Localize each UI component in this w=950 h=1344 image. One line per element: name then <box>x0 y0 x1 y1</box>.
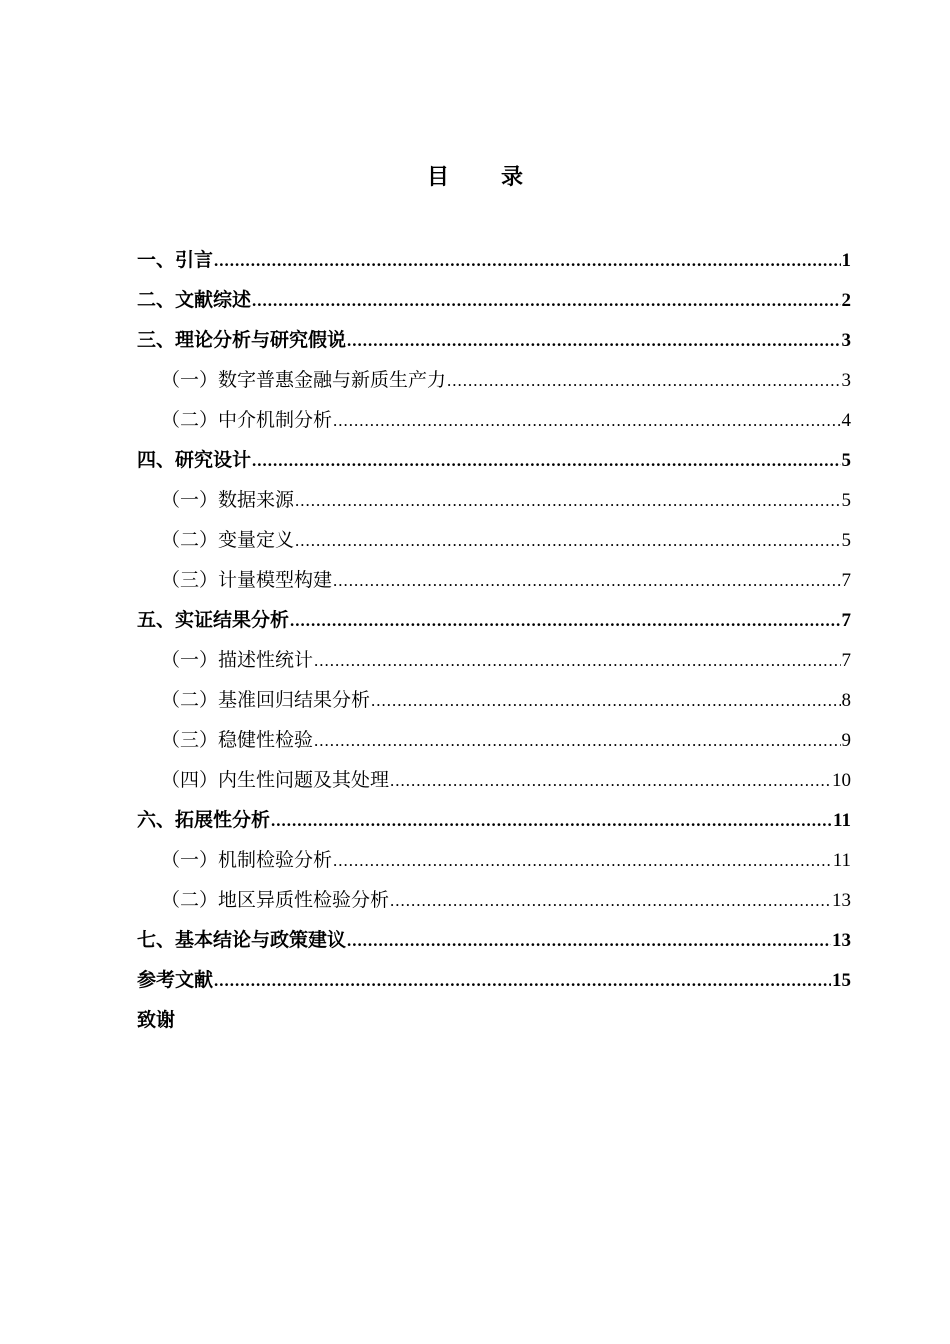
page-title: 目录 <box>426 165 575 190</box>
toc-page-number: 9 <box>841 730 851 751</box>
toc-dot-leader <box>295 481 840 520</box>
toc-entry-label: （三）稳健性检验 <box>161 729 314 751</box>
toc-page-number: 10 <box>832 770 851 791</box>
toc-entry[interactable] <box>137 760 851 800</box>
toc-page-number: 3 <box>841 370 851 391</box>
toc-entry-label: （四）内生性问题及其处理 <box>161 769 390 791</box>
toc-entry[interactable] <box>137 440 851 480</box>
toc-entry-label: 参考文献 <box>137 969 214 991</box>
toc-entry-label: （三）计量模型构建 <box>161 569 333 591</box>
toc-entry[interactable] <box>137 720 851 760</box>
toc-entry-label: （二）地区异质性检验分析 <box>161 889 390 911</box>
toc-entry[interactable] <box>137 480 851 520</box>
toc-page-number: 2 <box>841 290 851 311</box>
toc-entry[interactable] <box>137 920 851 960</box>
toc-entry-label: （一）机制检验分析 <box>161 849 333 871</box>
toc-entry[interactable] <box>137 320 851 360</box>
toc-dot-leader <box>214 241 840 280</box>
toc-page-number: 7 <box>841 650 851 671</box>
toc-page-number: 8 <box>841 690 851 711</box>
toc-dot-leader <box>252 441 840 480</box>
toc-entry[interactable] <box>137 360 851 400</box>
toc-entry[interactable] <box>137 960 851 1000</box>
toc-dot-leader <box>314 641 840 680</box>
toc-page-number: 11 <box>833 810 851 831</box>
toc-entry[interactable] <box>137 520 851 560</box>
toc-entry-label: 四、研究设计 <box>137 449 252 471</box>
toc-entry-label: 五、实证结果分析 <box>137 609 290 631</box>
toc-dot-leader <box>333 561 840 600</box>
table-of-contents <box>137 240 851 1040</box>
toc-dot-leader <box>295 521 840 560</box>
toc-dot-leader <box>447 361 840 400</box>
toc-entry[interactable] <box>137 840 851 880</box>
toc-entry-label: 一、引言 <box>137 249 214 271</box>
toc-entry[interactable] <box>137 640 851 680</box>
toc-dot-leader <box>390 761 831 800</box>
toc-page-number: 11 <box>832 850 851 871</box>
toc-dot-leader <box>252 281 840 320</box>
toc-entry-label: 二、文献综述 <box>137 289 252 311</box>
toc-entry-label: （二）基准回归结果分析 <box>161 689 371 711</box>
toc-dot-leader <box>347 921 831 960</box>
toc-page-number: 3 <box>841 330 851 351</box>
toc-entry[interactable] <box>137 400 851 440</box>
toc-dot-leader <box>390 881 831 920</box>
toc-page-number: 4 <box>841 410 851 431</box>
toc-dot-leader <box>314 721 840 760</box>
toc-dot-leader <box>333 401 840 440</box>
toc-entry[interactable] <box>137 1000 851 1040</box>
toc-entry[interactable] <box>137 680 851 720</box>
toc-page-number: 13 <box>832 890 851 911</box>
toc-entry-label: 七、基本结论与政策建议 <box>137 929 347 951</box>
toc-dot-leader <box>271 801 832 840</box>
toc-page-number: 15 <box>832 970 851 991</box>
toc-entry-label: （一）描述性统计 <box>161 649 314 671</box>
toc-page-number: 13 <box>832 930 851 951</box>
toc-page-number: 5 <box>841 450 851 471</box>
toc-entry-label: 三、理论分析与研究假说 <box>137 329 347 351</box>
toc-entry[interactable] <box>137 560 851 600</box>
toc-page-number: 1 <box>841 250 851 271</box>
toc-dot-leader <box>214 961 831 1000</box>
toc-dot-leader <box>290 601 840 640</box>
toc-entry-label: （一）数据来源 <box>161 489 295 511</box>
toc-dot-leader <box>333 841 832 880</box>
toc-entry-label: 六、拓展性分析 <box>137 809 271 831</box>
toc-entry[interactable] <box>137 800 851 840</box>
toc-entry-label: （一）数字普惠金融与新质生产力 <box>161 369 447 391</box>
toc-entry-label: 致谢 <box>137 1009 176 1031</box>
toc-page-number: 5 <box>841 490 851 511</box>
toc-entry[interactable] <box>137 600 851 640</box>
toc-page-number: 5 <box>841 530 851 551</box>
toc-entry[interactable] <box>137 280 851 320</box>
toc-entry[interactable] <box>137 240 851 280</box>
toc-dot-leader <box>371 681 840 720</box>
toc-dot-leader <box>347 321 840 360</box>
toc-page-number: 7 <box>841 570 851 591</box>
toc-entry[interactable] <box>137 880 851 920</box>
toc-entry-label: （二）中介机制分析 <box>161 409 333 431</box>
toc-entry-label: （二）变量定义 <box>161 529 295 551</box>
toc-page-number: 7 <box>841 610 851 631</box>
